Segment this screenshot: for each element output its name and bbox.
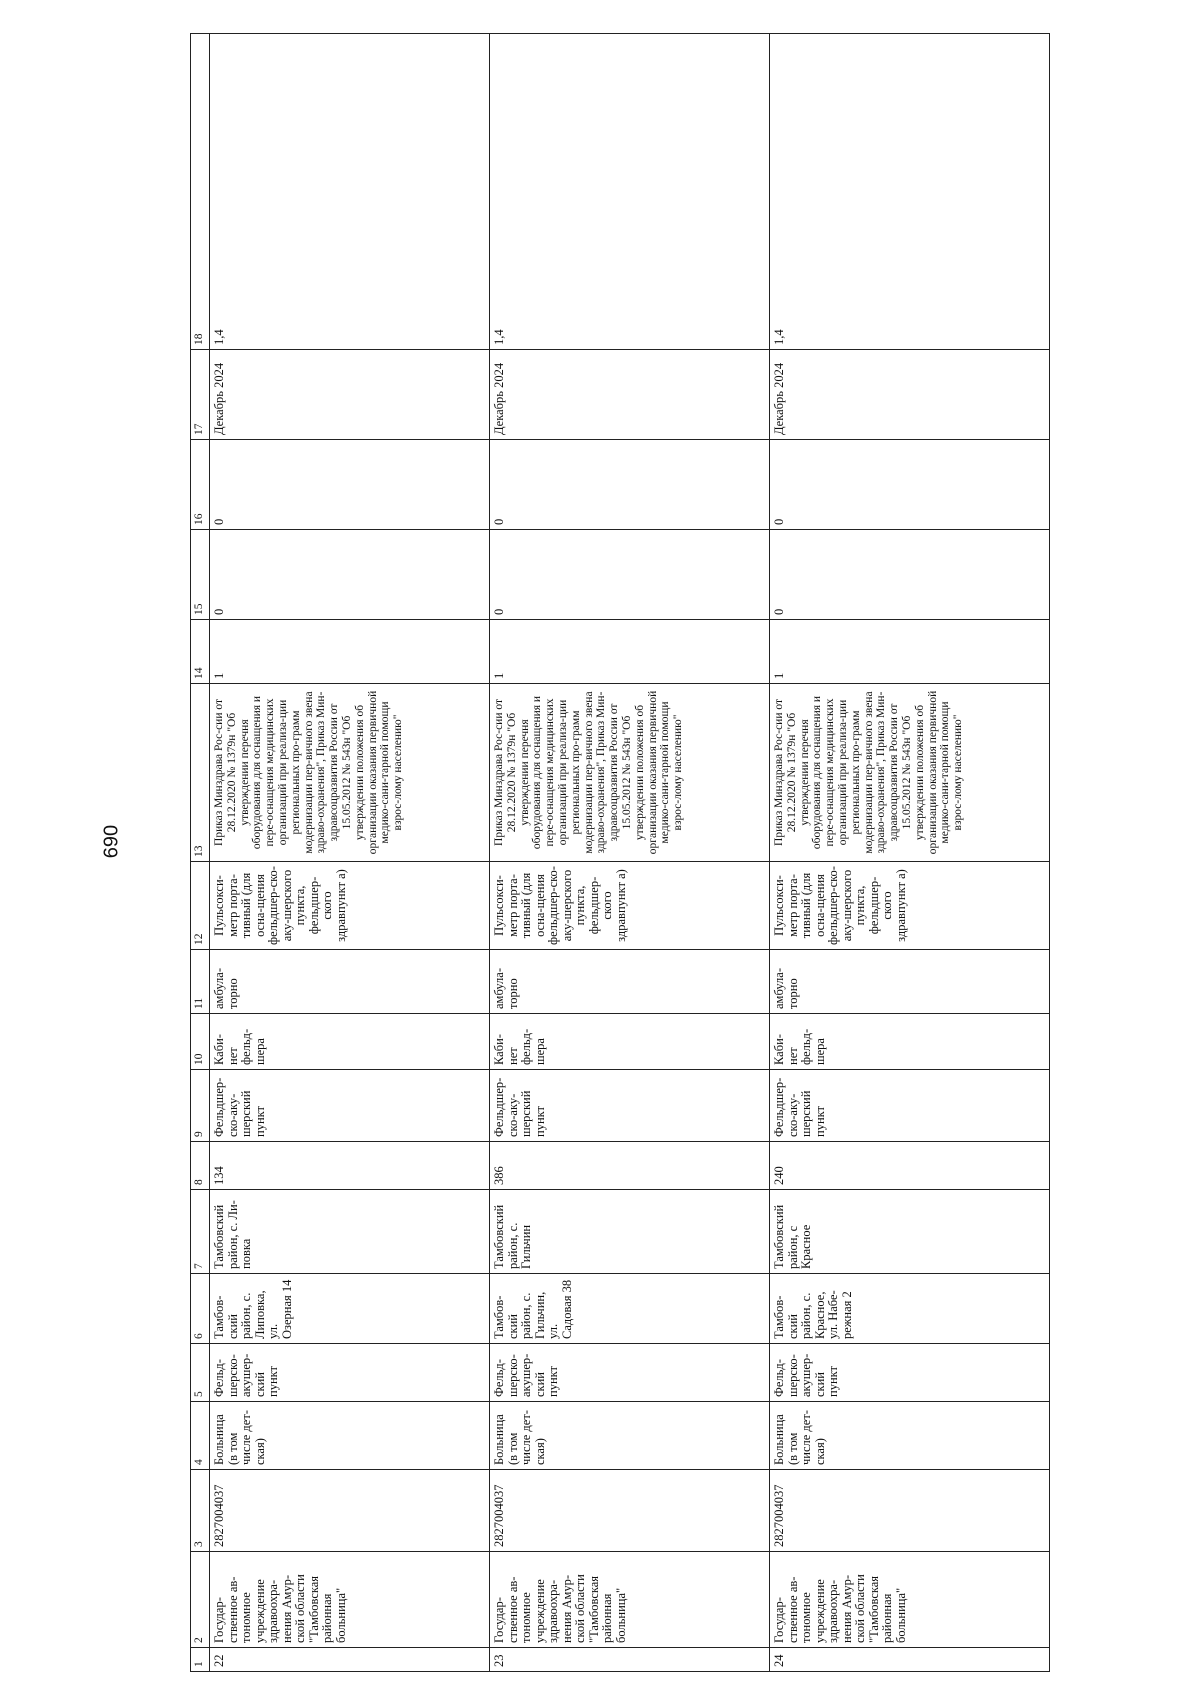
cabinet: Каби-нет фельд-шера [210, 1014, 490, 1070]
inn: 2827004037 [490, 1470, 770, 1552]
organization-type: Больница (в том числе дет-ская) [490, 1402, 770, 1470]
worn-quantity: 0 [490, 440, 770, 530]
inn: 2827004037 [210, 1470, 490, 1552]
table-row [490, 34, 770, 1672]
table-row [770, 34, 1050, 1672]
header-row [191, 34, 210, 1672]
header-cell: 10 [191, 1014, 210, 1070]
header-cell: 4 [191, 1402, 210, 1470]
header-cell: 11 [191, 950, 210, 1014]
code-value: 1,4 [210, 34, 490, 350]
header-cell: 8 [191, 1142, 210, 1190]
unit-type: Фельдшер-ско-аку-шерский пункт [770, 1070, 1050, 1142]
worn-quantity: 0 [210, 440, 490, 530]
required-quantity: 1 [490, 620, 770, 684]
header-cell: 12 [191, 862, 210, 950]
unit-type: Фельдшер-ско-аку-шерский пункт [490, 1070, 770, 1142]
cabinet: Каби-нет фельд-шера [490, 1014, 770, 1070]
header-cell: 9 [191, 1070, 210, 1142]
legal-basis: Приказ Минздрава Рос-сии от 28.12.2020 № 1379н "Об утверждении перечня оборудования для оснащения и пере-оснащения медицинских организаций при реализа-ции региональных про-грамм модернизации пер-вичного звена здраво-охранения", Приказ Мин-здравсоцразвития России от 15.05.2012 № 543н "Об утверждении положения об организации оказания первичной медико-сани-тарной помощи взрос-лому населению" [770, 684, 1050, 862]
address: Тамбов-ский район, с. Красное, ул. Набе-режная 2 [770, 1274, 1050, 1344]
rotated-table-container [190, 34, 1050, 1672]
header-cell: 5 [191, 1344, 210, 1402]
header-cell: 16 [191, 440, 210, 530]
population: 240 [770, 1142, 1050, 1190]
equipment-name: Пульсокси-метр порта-тивный (для осна-щения фельдшер-ско-аку-шерского пункта, фельдшер-ского здравпункт а) [210, 862, 490, 950]
available-quantity: 0 [770, 530, 1050, 620]
equipment-table [190, 33, 1050, 1672]
header-cell: 15 [191, 530, 210, 620]
subdivision-type: Фельд-шерско-акушер-ский пункт [210, 1344, 490, 1402]
header-cell: 3 [191, 1470, 210, 1552]
header-cell: 1 [191, 1648, 210, 1672]
header-cell: 2 [191, 1552, 210, 1648]
settlement: Тамбовский район, с Красное [770, 1190, 1050, 1274]
unit-type: Фельдшер-ско-аку-шерский пункт [210, 1070, 490, 1142]
population: 134 [210, 1142, 490, 1190]
care-condition: амбула-торно [490, 950, 770, 1014]
subdivision-type: Фельд-шерско-акушер-ский пункт [770, 1344, 1050, 1402]
organization-name: Государ-ственное ав-тономное учреждение здравоохра-нения Амур-ской области "Тамбовская районная больница" [770, 1552, 1050, 1648]
row-number: 22 [210, 1648, 490, 1672]
legal-basis: Приказ Минздрава Рос-сии от 28.12.2020 № 1379н "Об утверждении перечня оборудования для оснащения и пере-оснащения медицинских организаций при реализа-ции региональных про-грамм модернизации пер-вичного звена здраво-охранения", Приказ Мин-здравсоцразвития России от 15.05.2012 № 543н "Об утверждении положения об организации оказания первичной медико-сани-тарной помощи взрос-лому населению" [490, 684, 770, 862]
page-number: 690 [100, 824, 123, 859]
population: 386 [490, 1142, 770, 1190]
row-number: 23 [490, 1648, 770, 1672]
settlement: Тамбовский район, с. Гильчин [490, 1190, 770, 1274]
header-cell: 13 [191, 684, 210, 862]
available-quantity: 0 [210, 530, 490, 620]
legal-basis: Приказ Минздрава Рос-сии от 28.12.2020 № 1379н "Об утверждении перечня оборудования для оснащения и пере-оснащения медицинских организаций при реализа-ции региональных про-грамм модернизации пер-вичного звена здраво-охранения", Приказ Мин-здравсоцразвития России от 15.05.2012 № 543н "Об утверждении положения об организации оказания первичной медико-сани-тарной помощи взрос-лому населению" [210, 684, 490, 862]
delivery-date: Декабрь 2024 [490, 350, 770, 440]
header-cell: 6 [191, 1274, 210, 1344]
settlement: Тамбовский район, с. Ли-повка [210, 1190, 490, 1274]
row-number: 24 [770, 1648, 1050, 1672]
delivery-date: Декабрь 2024 [210, 350, 490, 440]
inn: 2827004037 [770, 1470, 1050, 1552]
organization-name: Государ-ственное ав-тономное учреждение здравоохра-нения Амур-ской области "Тамбовская районная больница" [490, 1552, 770, 1648]
organization-type: Больница (в том числе дет-ская) [770, 1402, 1050, 1470]
equipment-name: Пульсокси-метр порта-тивный (для осна-щения фельдшер-ско-аку-шерского пункта, фельдшер-ского здравпункт а) [770, 862, 1050, 950]
worn-quantity: 0 [770, 440, 1050, 530]
table-row [210, 34, 490, 1672]
organization-type: Больница (в том числе дет-ская) [210, 1402, 490, 1470]
code-value: 1,4 [490, 34, 770, 350]
header-cell: 14 [191, 620, 210, 684]
required-quantity: 1 [770, 620, 1050, 684]
required-quantity: 1 [210, 620, 490, 684]
cabinet: Каби-нет фельд-шера [770, 1014, 1050, 1070]
equipment-name: Пульсокси-метр порта-тивный (для осна-щения фельдшер-ско-аку-шерского пункта, фельдшер-ского здравпункт а) [490, 862, 770, 950]
address: Тамбов-ский район, с. Гильчин, ул. Садовая 38 [490, 1274, 770, 1344]
address: Тамбов-ский район, с. Липовка, ул. Озерная 14 [210, 1274, 490, 1344]
code-value: 1,4 [770, 34, 1050, 350]
organization-name: Государ-ственное ав-тономное учреждение здравоохра-нения Амур-ской области "Тамбовская районная больница" [210, 1552, 490, 1648]
header-cell: 7 [191, 1190, 210, 1274]
header-cell: 17 [191, 350, 210, 440]
care-condition: амбула-торно [770, 950, 1050, 1014]
subdivision-type: Фельд-шерско-акушер-ский пункт [490, 1344, 770, 1402]
header-cell: 18 [191, 34, 210, 350]
care-condition: амбула-торно [210, 950, 490, 1014]
available-quantity: 0 [490, 530, 770, 620]
delivery-date: Декабрь 2024 [770, 350, 1050, 440]
